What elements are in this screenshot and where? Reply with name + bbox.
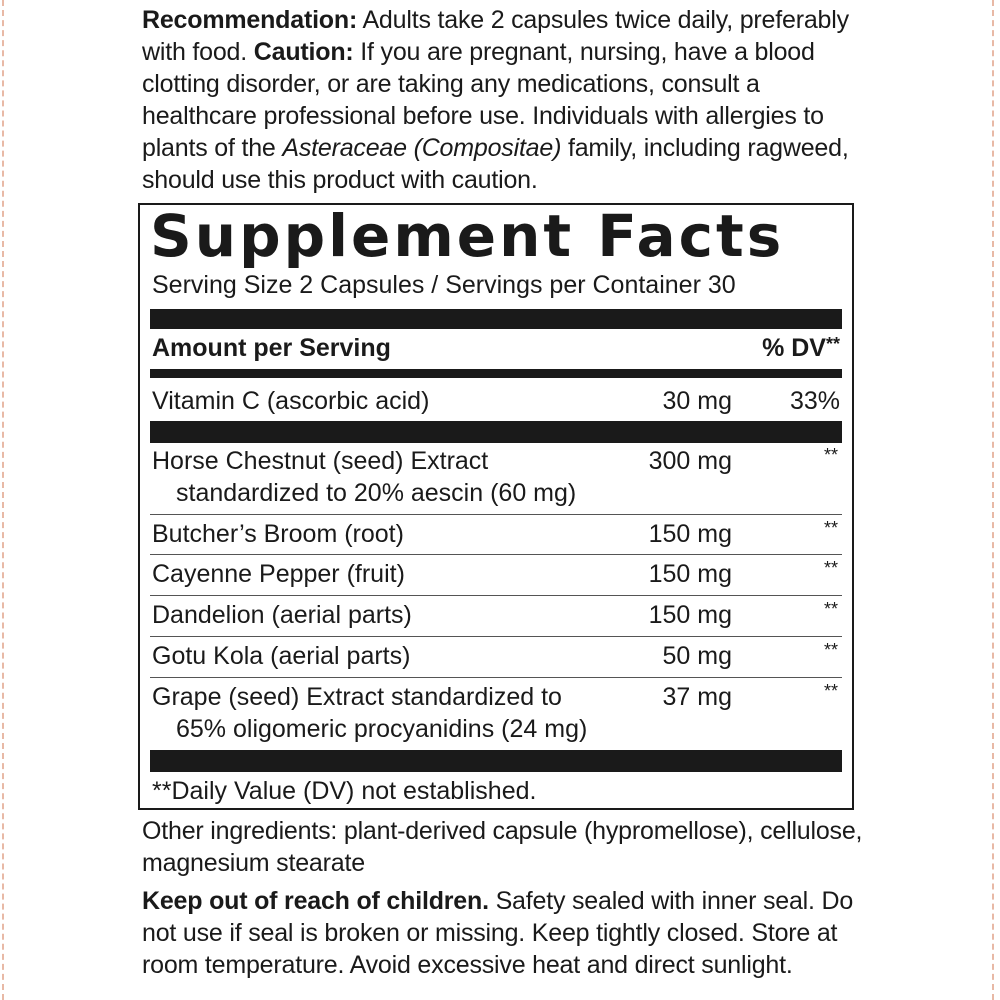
thick-divider xyxy=(150,750,842,772)
recommendation-paragraph xyxy=(142,4,872,196)
ingredient-amount: 150 mg xyxy=(648,560,732,588)
ingredient-amount: 150 mg xyxy=(648,520,732,548)
recommendation-label: Recommendation: xyxy=(142,6,358,34)
ingredient-amount: 50 mg xyxy=(662,642,732,670)
row-divider xyxy=(150,554,842,555)
left-dashed-border xyxy=(2,0,4,1000)
nutrient-dv: 33% xyxy=(789,387,840,415)
dv-header-label: % DV xyxy=(762,334,826,362)
ingredient-subtext: standardized to 20% aescin (60 mg) xyxy=(176,479,577,507)
ingredient-name: Horse Chestnut (seed) Extract xyxy=(152,447,489,475)
ingredient-name: Butcher’s Broom (root) xyxy=(152,520,404,548)
ingredient-dv: ** xyxy=(823,640,838,660)
recommendation-text: Adults take 2 capsules twice daily, preferably with food. xyxy=(142,6,849,66)
ingredient-dv: ** xyxy=(823,518,838,538)
ingredient-subtext: 65% oligomeric procyanidins (24 mg) xyxy=(176,715,588,743)
ingredient-amount: 37 mg xyxy=(662,683,732,711)
ingredient-amount: 150 mg xyxy=(648,601,732,629)
ingredient-name: Grape (seed) Extract standardized to xyxy=(152,683,562,711)
caution-text-end: family, including ragweed, should use this product with caution. xyxy=(142,134,849,194)
thick-divider xyxy=(150,309,842,329)
nutrient-amount: 30 mg xyxy=(662,387,732,415)
ingredient-dv: ** xyxy=(823,681,838,701)
dv-header xyxy=(762,331,840,365)
keep-out-of-reach-paragraph xyxy=(142,885,872,981)
row-divider xyxy=(150,677,842,678)
supplement-facts-panel xyxy=(138,203,854,810)
row-divider xyxy=(150,514,842,515)
thick-divider xyxy=(150,421,842,443)
caution-text: If you are pregnant, nursing, have a blood clotting disorder, or are taking any medications, consult a healthcare professional before use. Individuals with allergies to plants of the xyxy=(142,38,824,162)
ingredient-amount: 300 mg xyxy=(648,447,732,475)
row-divider xyxy=(150,595,842,596)
right-dashed-border xyxy=(992,0,994,1000)
row-divider xyxy=(150,636,842,637)
ingredient-name: Gotu Kola (aerial parts) xyxy=(152,642,411,670)
medium-divider xyxy=(150,369,842,378)
amount-per-serving-header: Amount per Serving xyxy=(152,334,391,362)
other-ingredients: Other ingredients: plant-derived capsule (hypromellose), cellulose, magnesium stearate xyxy=(142,817,863,877)
ingredient-name: Dandelion (aerial parts) xyxy=(152,601,412,629)
facts-title: Supplement Facts xyxy=(150,202,785,270)
ingredient-name: Cayenne Pepper (fruit) xyxy=(152,560,405,588)
plant-family: Asteraceae (Compositae) xyxy=(282,134,562,162)
keep-text: Safety sealed with inner seal. Do not use if seal is broken or missing. Keep tightly closed. Store at room temperature. Avoid excessive heat and direct sunlight. xyxy=(142,887,854,979)
caution-label: Caution: xyxy=(253,38,354,66)
ingredient-dv: ** xyxy=(823,558,838,578)
ingredient-dv: ** xyxy=(823,445,838,465)
serving-size: Serving Size 2 Capsules / Servings per Container 30 xyxy=(152,271,736,299)
ingredient-dv: ** xyxy=(823,599,838,619)
nutrient-name: Vitamin C (ascorbic acid) xyxy=(152,387,430,415)
dv-header-mark: ** xyxy=(825,334,840,354)
keep-label: Keep out of reach of children. xyxy=(142,887,489,915)
dv-footnote: **Daily Value (DV) not established. xyxy=(152,777,537,805)
